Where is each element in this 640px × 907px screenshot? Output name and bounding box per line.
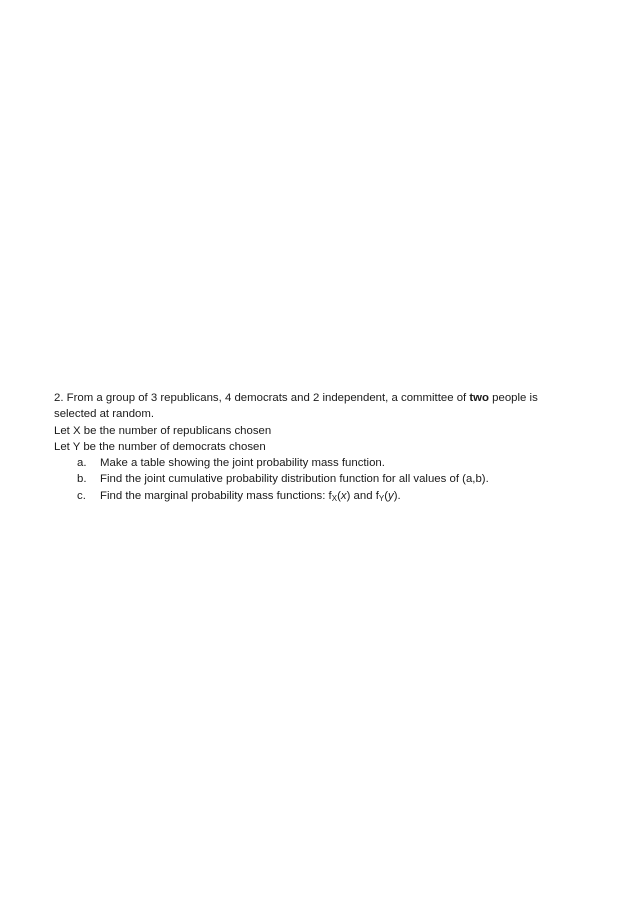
part-c-joiner: and f bbox=[350, 489, 379, 502]
paren-close-y: ). bbox=[393, 489, 401, 502]
paren-close-x: ) bbox=[346, 489, 351, 502]
part-a-text: Make a table showing the joint probability mass function. bbox=[100, 457, 385, 470]
part-b bbox=[54, 471, 614, 487]
part-a-marker: a. bbox=[77, 457, 87, 470]
definition-x: Let X be the number of republicans chosen bbox=[54, 424, 272, 437]
question-parts bbox=[54, 455, 614, 507]
paren-open-y: ( bbox=[384, 489, 388, 502]
part-c-marker: c. bbox=[77, 489, 86, 502]
question-intro-line-1 bbox=[54, 390, 614, 406]
part-c-prefix: Find the marginal probability mass functions: f bbox=[100, 489, 332, 502]
paren-open-x: ( bbox=[337, 489, 341, 502]
argument-y: y bbox=[388, 489, 394, 502]
question-2 bbox=[54, 390, 614, 507]
part-a bbox=[54, 455, 614, 471]
intro-text: 2. From a group of 3 republicans, 4 democrats and 2 independent, a committee of bbox=[54, 392, 470, 404]
definition-y: Let Y be the number of democrats chosen bbox=[54, 440, 266, 453]
subscript-y: Y bbox=[378, 493, 385, 503]
part-b-marker: b. bbox=[77, 473, 87, 486]
intro-bold-text: two bbox=[469, 392, 489, 404]
argument-x: x bbox=[340, 489, 347, 502]
part-c bbox=[54, 488, 614, 507]
part-b-text: Find the joint cumulative probability distribution function for all values of (a,b). bbox=[100, 473, 489, 486]
part-c-text bbox=[100, 490, 401, 502]
subscript-x: X bbox=[331, 493, 338, 503]
question-intro-line-2: selected at random. bbox=[54, 408, 155, 421]
intro-text-end: people is bbox=[489, 392, 538, 404]
